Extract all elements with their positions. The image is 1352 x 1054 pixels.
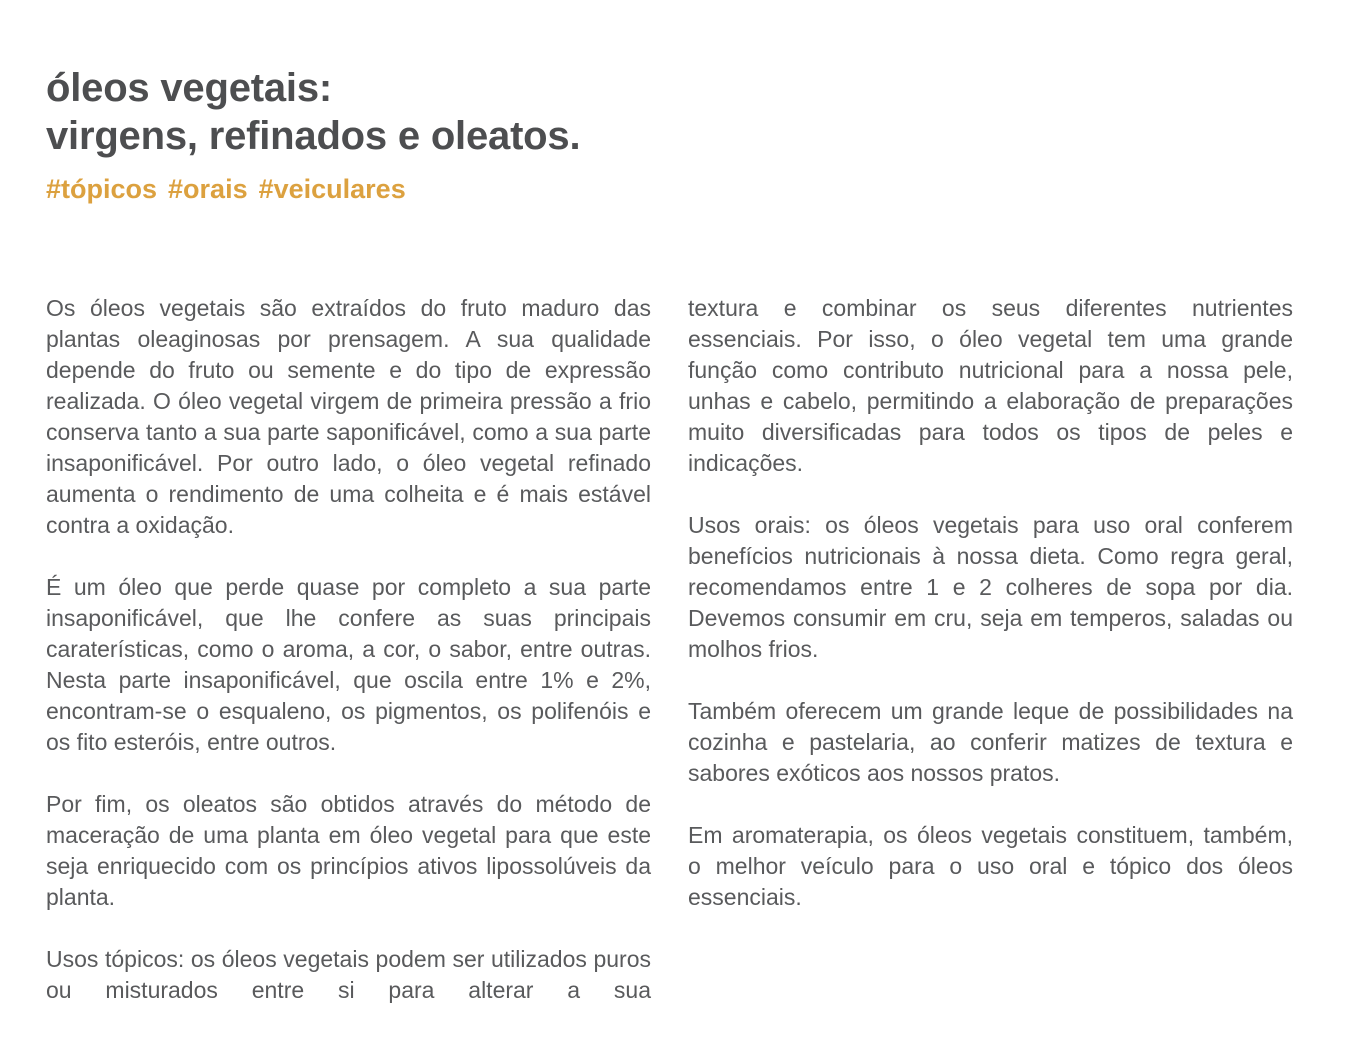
paragraph-aromatherapy-vehicle: Em aromaterapia, os óleos vegetais constituem, também, o melhor veículo para o uso oral e tópico dos óleos essenciais. [688,822,1293,910]
paragraph-extraction-quality: Os óleos vegetais são extraídos do fruto maduro das plantas oleaginosas por prensagem. A sua qualidade depende do fruto ou semente e do tipo de expressão realizada. O óleo vegetal virgem de primeira pressão a frio conserva tanto a sua parte saponificável, como a sua parte insaponificável. Por outro lado, o óleo vegetal refinado aumenta o rendimento de uma colheita e é mais estável contra a oxidação. [46,295,651,538]
paragraph-oleatos-maceration: Por fim, os oleatos são obtidos através do método de maceração de uma planta em óleo vegetal para que este seja enriquecido com os princípios ativos lipossolúveis da planta. [46,791,651,910]
hashtag-veiculares: #veiculares [258,174,406,204]
hashtag-topicos: #tópicos [46,174,158,204]
paragraph-topical-uses: Usos tópicos: os óleos vegetais podem ser utilizados puros ou misturados entre si para alterar a sua [46,946,651,1003]
paragraph-refined-oil-insaponifiable: É um óleo que perde quase por completo a sua parte insaponificável, que lhe confere as suas principais caraterísticas, como o aroma, a cor, o sabor, entre outras. Nesta parte insaponificável, que oscila entre 1% e 2%, encontram-se o esqualeno, os pigmentos, os polifenóis e os fito esteróis, entre outros. [46,574,651,755]
paragraph-cooking-pastry: Também oferecem um grande leque de possibilidades na cozinha e pastelaria, ao conferir matizes de textura e sabores exóticos aos nossos pratos. [688,698,1293,786]
title-line-2: virgens, refinados e oleatos. [46,114,581,158]
paragraph-oral-uses: Usos orais: os óleos vegetais para uso oral conferem benefícios nutricionais à nossa dieta. Como regra geral, recomendamos entre 1 e 2 colheres de sopa por dia. Devemos consumir em cru, seja em temperos, saladas ou molhos frios. [688,512,1293,662]
title-line-1: óleos vegetais: [46,66,333,110]
hashtag-row [46,175,1293,203]
right-column [688,293,1293,1006]
article-body [46,293,1293,1006]
left-column [46,293,651,1006]
hashtag-orais: #orais [168,174,248,204]
paragraph-topical-uses-continuation: textura e combinar os seus diferentes nutrientes essenciais. Por isso, o óleo vegetal tem uma grande função como contributo nutricional para a nossa pele, unhas e cabelo, permitindo a elaboração de preparações muito diversificadas para todos os tipos de peles e indicações. [688,295,1293,476]
page-title [46,64,1293,160]
header [46,64,1293,203]
